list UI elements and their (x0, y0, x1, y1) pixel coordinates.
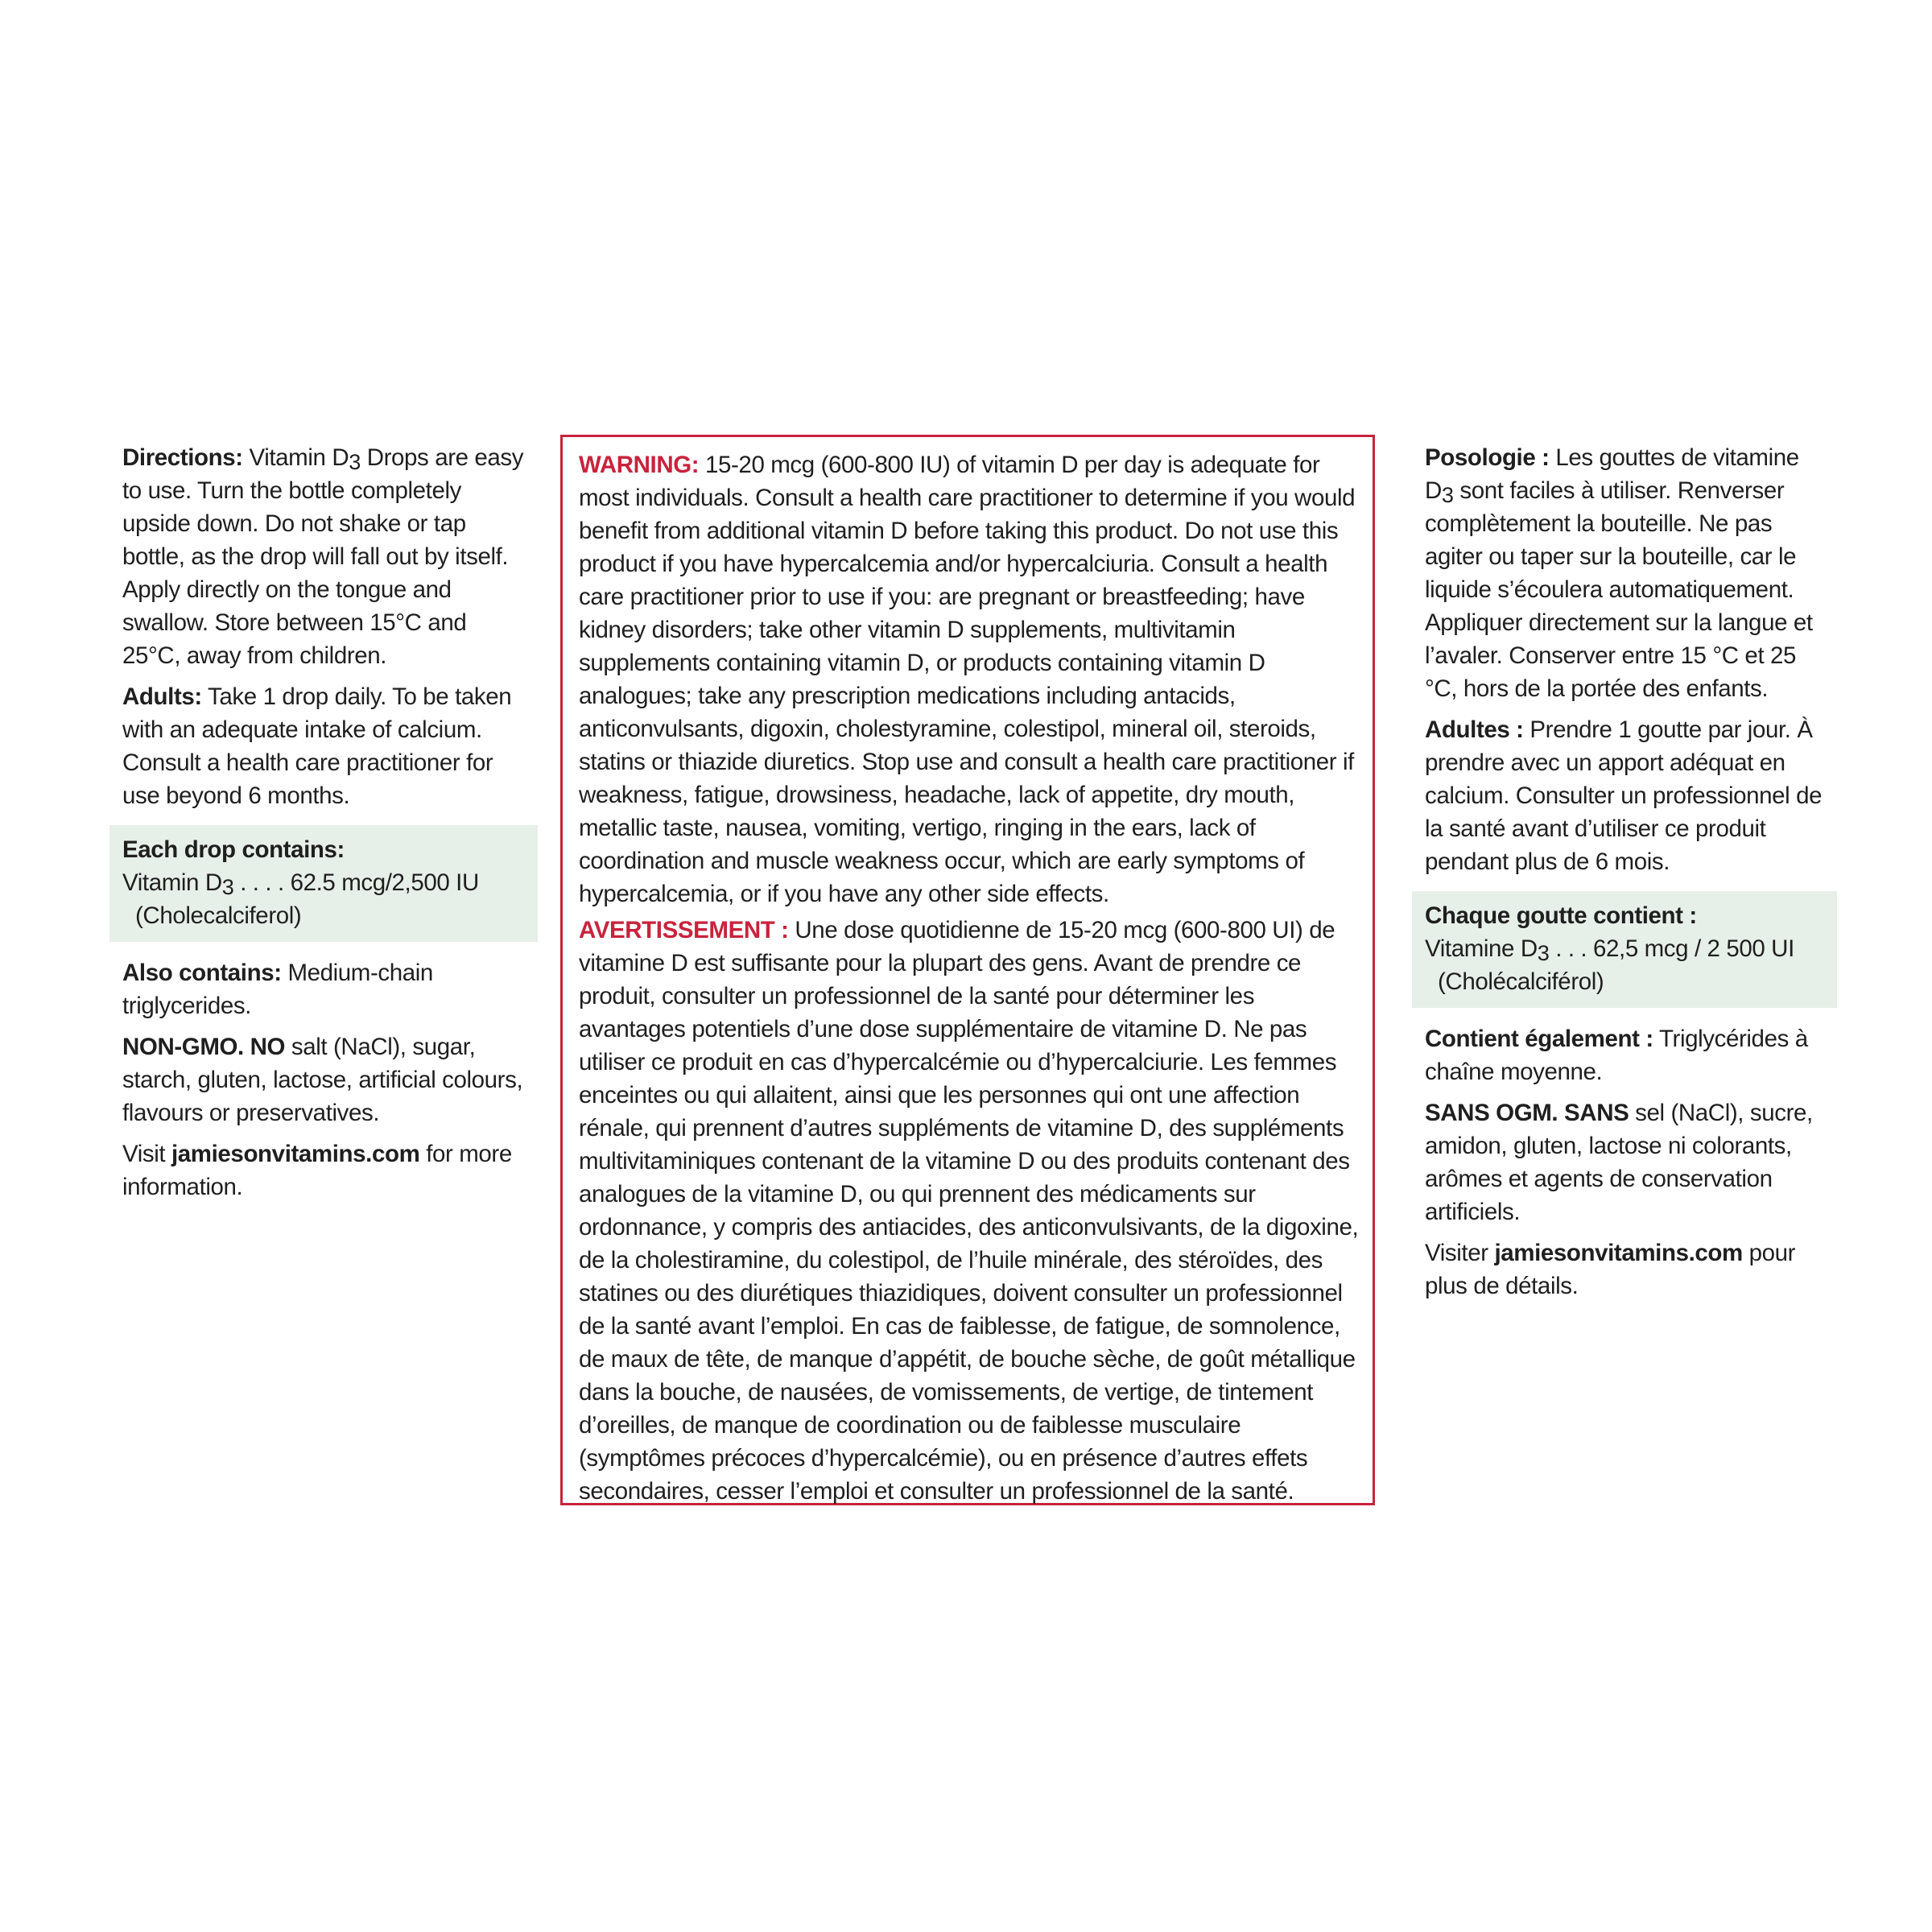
sans-ogm-paragraph: SANS OGM. SANS sel (NaCl), sucre, amidon, gluten, lactose ni colorants, arômes et agents de conservation artificiels. (1425, 1100, 1813, 1225)
adultes-dosage-paragraph: Adultes : Prendre 1 goutte par jour. À prendre avec un apport adéquat en calcium. Consulter un professionnel de la santé avant d’utiliser ce produit pendant plus de 6 mois. (1425, 716, 1823, 875)
english-directions-column (122, 441, 525, 1212)
website-link[interactable]: jamiesonvitamins.com (171, 1141, 420, 1167)
visit-website-paragraph: Visit jamiesonvitamins.com for more information. (122, 1141, 512, 1200)
website-link-fr[interactable]: jamiesonvitamins.com (1494, 1240, 1743, 1266)
french-directions-column (1425, 441, 1824, 1311)
english-warning-paragraph: WARNING: 15-20 mcg (600-800 IU) of vitamin D per day is adequate for most individuals. Consult a health care practitioner to determine if you would benefit from additional vitamin D before taking this product. Do not use this product if you have hypercalcemia and/or hypercalciuria. Consult a health care practitioner prior to use if you: are pregnant or breastfeeding; have kidney disorders; take other vitamin D supplements, multivitamin supplements containing vitamin D, or products containing vitamin D analogues; take any prescription medications including antacids, anticonvulsants, digoxin, cholestyramine, colestipol, mineral oil, steroids, statins or thiazide diuretics. Stop use and consult a health care practitioner if weakness, fatigue, drowsiness, headache, lack of appetite, dry mouth, metallic taste, nausea, vomiting, vertigo, ringing in the ears, lack of coordination and muscle weakness occur, which are early symptoms of hypercalcemia, or if you have any other side effects. (579, 452, 1356, 907)
medicinal-ingredient-row: Vitamin D3 . . . . 62.5 mcg/2,500 IU (122, 869, 479, 900)
chaque-goutte-contient-box: Chaque goutte contient : Vitamine D3 . . . 62,5 mcg / 2 500 UI (Cholécalciférol) (1412, 891, 1837, 1008)
visiter-website-paragraph: Visiter jamiesonvitamins.com pour plus de détails. (1425, 1240, 1796, 1299)
each-drop-contains-box: Each drop contains: Vitamin D3 . . . . 62.5 mcg/2,500 IU (Cholecalciferol) (109, 825, 538, 942)
ingredient-medicinal-row: Vitamine D3 . . . 62,5 mcg / 2 500 UI (1425, 935, 1794, 966)
posologie-paragraph: Posologie : Les gouttes de vitamine D3 sont faciles à utiliser. Renverser complètement la bouteille. Ne pas agiter ou taper sur la bouteille, car le liquide s’écoulera automatiquement. Appliquer directement sur la langue et l’avaler. Conserver entre 15 °C et 25 °C, hors de la portée des enfants. (1425, 444, 1813, 702)
contient-egalement-paragraph: Contient également : Triglycérides à chaîne moyenne. (1425, 1026, 1808, 1085)
non-gmo-paragraph: NON-GMO. NO salt (NaCl), sugar, starch, gluten, lactose, artificial colours, flavours or preservatives. (122, 1034, 523, 1126)
also-contains-paragraph: Also contains: Medium-chain triglycerides. (122, 960, 433, 1019)
french-warning-paragraph: AVERTISSEMENT : Une dose quotidienne de 15-20 mcg (600-800 UI) de vitamine D est suffisante pour la plupart des gens. Avant de prendre ce produit, consulter un professionnel de la santé pour déterminer les avantages potentiels d’une dose supplémentaire de vitamine D. Ne pas utiliser ce produit en cas d’hypercalcémie ou d’hypercalciurie. Les femmes enceintes ou qui allaitent, ainsi que les personnes qui ont une affection rénale, qui prennent d’autres suppléments de vitamine D, des suppléments multivitaminiques contenant de la vitamine D ou des produits contenant des analogues de la vitamine D, ou qui prennent des médicaments sur ordonnance, y compris des antiacides, des anticonvulsivants, de la digoxine, de la cholestiramine, du colestipol, de l’huile minérale, des stéroïdes, des statines ou des diurétiques thiazidiques, doivent consulter un professionnel de la santé avant l’emploi. En cas de faiblesse, de fatigue, de somnolence, de maux de tête, de manque d’appétit, de bouche sèche, de goût métallique dans la bouche, de nausées, de vomissements, de vertige, de tintement d’oreilles, de manque de coordination ou de faiblesse musculaire (symptômes précoces d’hypercalcémie), ou en présence d’autres effets secondaires, cesser l’emploi et consulter un professionnel de la santé. (579, 917, 1359, 1505)
directions-paragraph: Directions: Vitamin D3 Drops are easy to use. Turn the bottle completely upside down. Do not shake or tap bottle, as the drop will fall out by itself. Apply directly on the tongue and swallow. Store between 15°C and 25°C, away from children. (122, 444, 524, 669)
warning-box (560, 435, 1375, 1505)
adults-dosage-paragraph: Adults: Take 1 drop daily. To be taken with an adequate intake of calcium. Consult a health care practitioner for use beyond 6 months. (122, 683, 512, 809)
